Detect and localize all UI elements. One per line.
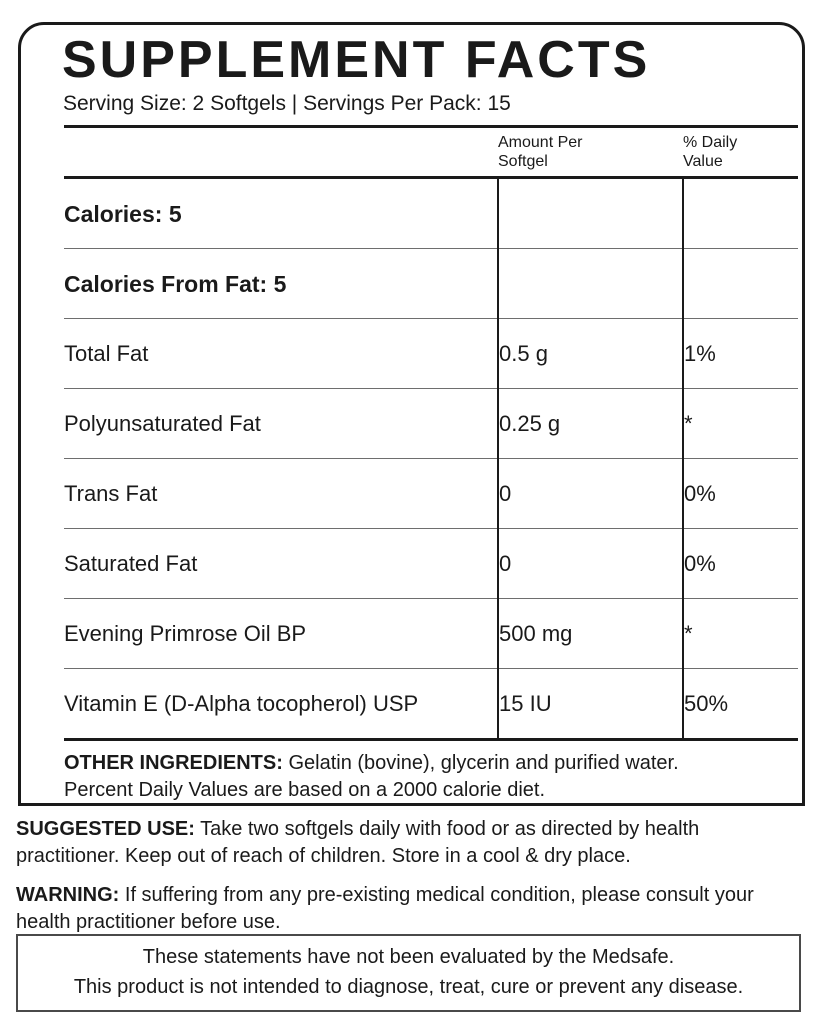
other-ingredients-block [48, 741, 792, 804]
disclaimer-line-1: These statements have not been evaluated by the Medsafe. [142, 946, 675, 968]
supplement-facts-panel [18, 22, 805, 806]
table-header-row [64, 127, 798, 178]
nutrient-name-cell: Evening Primrose Oil BP [64, 599, 498, 669]
table-row [64, 389, 798, 459]
nutrient-amount-cell [498, 249, 683, 319]
header-cell-percent-daily-value [683, 127, 798, 178]
nutrient-daily-value-cell: * [683, 599, 798, 669]
nutrient-daily-value-cell: 0% [683, 459, 798, 529]
below-panel-sections [16, 816, 805, 936]
facts-table-wrapper [48, 117, 792, 741]
table-body [64, 178, 798, 740]
header-amount-line-2: Softgel [498, 153, 548, 170]
nutrient-amount-cell: 0 [498, 459, 683, 529]
panel-inner [21, 25, 802, 803]
table-row [64, 459, 798, 529]
table-row [64, 599, 798, 669]
serving-size-line: Serving Size: 2 Softgels | Servings Per Pack: 15 [63, 92, 511, 115]
nutrition-table [64, 125, 798, 741]
nutrient-daily-value-cell: 0% [683, 529, 798, 599]
table-row [64, 319, 798, 389]
table-row [64, 669, 798, 740]
nutrient-amount-cell: 0.25 g [498, 389, 683, 459]
header-dv-line-1: % Daily [683, 134, 738, 151]
nutrient-name-cell: Total Fat [64, 319, 498, 389]
table-row [64, 529, 798, 599]
suggested-use-heading: SUGGESTED USE: [16, 818, 195, 840]
page-title: SUPPLEMENT FACTS [62, 31, 651, 89]
nutrient-name-cell: Calories From Fat: 5 [64, 249, 498, 319]
warning-block [16, 882, 805, 936]
nutrient-amount-cell [498, 178, 683, 249]
nutrient-amount-cell: 500 mg [498, 599, 683, 669]
header-dv-line-2: Value [683, 153, 723, 170]
table-row [64, 249, 798, 319]
daily-value-note: Percent Daily Values are based on a 2000 calorie diet. [64, 779, 546, 801]
nutrient-name-cell: Calories: 5 [64, 178, 498, 249]
nutrient-name-cell: Vitamin E (D-Alpha tocopherol) USP [64, 669, 498, 740]
suggested-use-text: Take two softgels daily with food or as directed by health practitioner. Keep out of reach of children. Store in a cool & dry place. [16, 818, 700, 867]
warning-text: If suffering from any pre-existing medical condition, please consult your health practitioner before use. [16, 884, 754, 933]
suggested-use-block [16, 816, 805, 870]
disclaimer-box [16, 934, 801, 1012]
nutrient-daily-value-cell: 50% [683, 669, 798, 740]
header-amount-line-1: Amount Per [498, 134, 583, 151]
nutrient-name-cell: Trans Fat [64, 459, 498, 529]
nutrient-daily-value-cell: * [683, 389, 798, 459]
other-ingredients-line [64, 750, 792, 777]
other-ingredients-heading: OTHER INGREDIENTS: [64, 752, 283, 774]
header-cell-blank [64, 127, 498, 178]
nutrient-amount-cell: 15 IU [498, 669, 683, 740]
nutrient-daily-value-cell [683, 249, 798, 319]
warning-heading: WARNING: [16, 884, 120, 906]
table-header [64, 127, 798, 178]
nutrient-name-cell: Saturated Fat [64, 529, 498, 599]
nutrient-name-cell: Polyunsaturated Fat [64, 389, 498, 459]
nutrient-amount-cell: 0 [498, 529, 683, 599]
other-ingredients-text: Gelatin (bovine), glycerin and purified water. [282, 752, 679, 774]
nutrient-daily-value-cell: 1% [683, 319, 798, 389]
table-row [64, 178, 798, 249]
nutrient-daily-value-cell [683, 178, 798, 249]
header-cell-amount-per-softgel [498, 127, 683, 178]
nutrient-amount-cell: 0.5 g [498, 319, 683, 389]
disclaimer-line-2: This product is not intended to diagnose, treat, cure or prevent any disease. [73, 976, 744, 998]
